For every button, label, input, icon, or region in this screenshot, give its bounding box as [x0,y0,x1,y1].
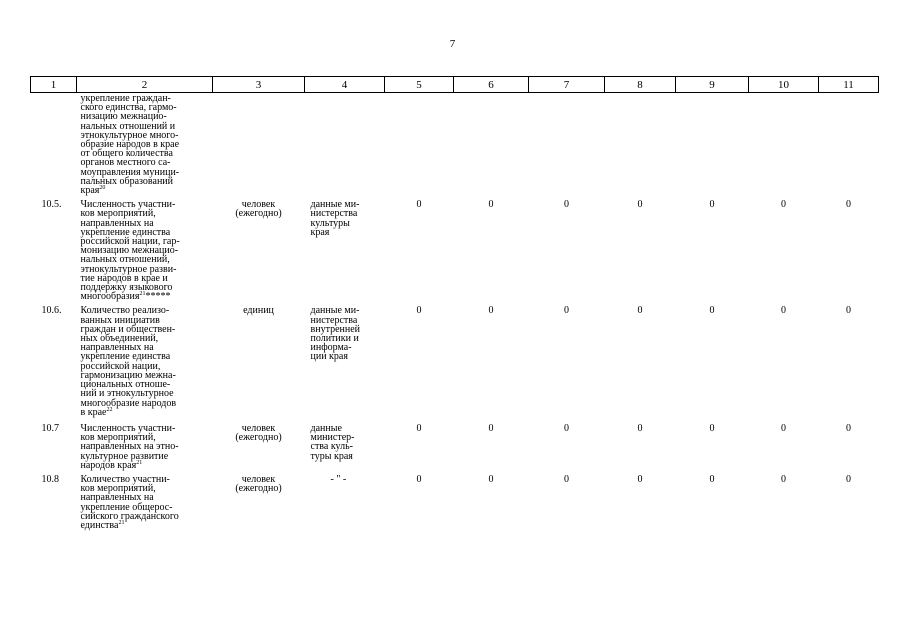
value-cell: 0 [564,199,569,211]
source-cell [305,301,385,416]
text-line: сийского гражданского [80,510,179,522]
header-cell: 6 [454,77,529,93]
text-line: многообразие народов [80,397,177,409]
footnote-ref: 22 [106,406,113,413]
row-number: 10.8 [41,473,59,485]
text-line: российской нации, гар- [80,236,180,248]
text-line: ков мероприятий, [80,483,156,495]
value-cell: 0 [846,199,851,211]
text-line: (ежегодно) [235,483,282,495]
text-line: этнокультурное много- [80,129,179,141]
unit-cell [213,417,305,470]
header-cell: 4 [305,77,385,93]
text-line: ванных инициатив [80,314,160,326]
table-row [31,195,879,301]
header-cell: 5 [385,77,454,93]
text-line: единиц [243,305,274,317]
text-line: края [80,185,100,197]
header-cell: 7 [529,77,605,93]
asterisks: ***** [145,291,171,303]
unit-cell [213,195,305,301]
value-cell: 0 [781,473,786,485]
text-line: ных объединений, [80,333,159,345]
text-line: - " - [330,473,347,485]
text-line: ции края [310,351,348,363]
text-line: ства куль- [310,441,353,453]
text-line: (ежегодно) [235,208,282,220]
text-line: туры края [310,450,353,462]
text-line: этнокультурное разви- [80,263,177,275]
value-cell: 0 [637,305,643,317]
value-cell: 0 [564,305,569,317]
text-line: внутренней [310,323,360,335]
text-line: (ежегодно) [235,432,282,444]
continuation-row [31,93,879,196]
table-row [31,417,879,470]
header-cell: 8 [605,77,676,93]
value-cell: 0 [637,473,643,485]
footnote-ref: 21 [139,291,146,298]
header-cell: 10 [749,77,819,93]
value-cell: 0 [709,473,715,485]
text-line: направленных на [80,217,154,229]
text-line: информа- [310,342,352,354]
text-line: поддержку языкового [80,282,173,294]
text-line: культуры [310,217,350,229]
header-cell: 9 [676,77,749,93]
text-line: образие народов в крае [80,139,180,151]
header-cell: 2 [77,77,213,93]
unit-cell [213,301,305,416]
text-line: культурное развитие [80,450,169,462]
text-line: единства [80,519,119,531]
header-cell: 1 [31,77,77,93]
source-cell [305,195,385,301]
indicator-name [77,195,213,301]
header-cell: 3 [213,77,305,93]
text-line: Численность участни- [80,422,176,434]
text-line: органов местного са- [80,157,171,169]
footnote-ref: 21 [118,519,125,526]
text-line: направленных на [80,342,154,354]
text-line: ков мероприятий, [80,432,156,444]
text-line: направленных на [80,492,154,504]
value-cell: 0 [637,422,643,434]
text-line: в крае [80,406,107,418]
text-line: монизацию межнацио- [80,245,179,257]
text-line: края [310,226,330,238]
text-line: тие народов в крае и [80,272,168,284]
text-line: моуправления муници- [80,166,180,178]
row-number: 10.5. [41,199,62,211]
text-line: Численность участни- [80,199,176,211]
continuation-text [77,93,213,196]
text-line: укрепление единства [80,351,171,363]
value-cell: 0 [781,305,786,317]
text-line: политики и [310,333,359,345]
text-line: народов края [80,459,137,471]
value-cell: 0 [416,199,422,211]
row-number: 10.6. [41,305,62,317]
text-line: Количество реализо- [80,305,170,317]
text-line: укрепление общерос- [80,501,173,513]
table-row [31,301,879,416]
source-cell [305,470,385,530]
value-cell: 0 [416,422,422,434]
page-number: 7 [449,38,456,50]
text-line: ний и этнокультурное [80,388,174,400]
text-line: направленных на этно- [80,441,179,453]
text-line: человек [241,473,276,485]
value-cell: 0 [488,199,494,211]
text-line: человек [241,199,276,211]
footnote-ref: 21 [136,459,143,466]
value-cell: 0 [564,473,569,485]
value-cell: 0 [709,422,715,434]
table-row [31,470,879,530]
unit-cell [213,470,305,530]
value-cell: 0 [781,422,786,434]
value-cell: 0 [709,199,715,211]
text-line: укрепление граждан- [80,93,171,104]
value-cell: 0 [846,422,851,434]
value-cell: 0 [564,422,569,434]
indicator-name [77,301,213,416]
value-cell: 0 [846,473,851,485]
header-cell: 11 [819,77,879,93]
text-line: российской нации, [80,360,161,372]
text-line: министер- [310,432,355,444]
text-line: данные [310,422,342,434]
text-line: укрепление единства [80,226,171,238]
text-line: граждан и обществен- [80,323,176,335]
value-cell: 0 [488,422,494,434]
indicators-table [30,76,879,530]
value-cell: 0 [781,199,786,211]
value-cell: 0 [488,473,494,485]
value-cell: 0 [488,305,494,317]
text-line: низацию межнацио- [80,111,167,123]
footnote-ref: 20 [99,185,106,192]
text-line: циональных отноше- [80,379,171,391]
text-line: гармонизацию межна- [80,369,176,381]
text-line: данные ми- [310,305,360,317]
text-line: ков мероприятий, [80,208,156,220]
header-row [31,77,879,93]
row-number: 10.7 [41,422,59,434]
text-line: данные ми- [310,199,360,211]
value-cell: 0 [416,473,422,485]
indicator-name [77,417,213,470]
value-cell: 0 [416,305,422,317]
text-line: нистерства [310,208,358,220]
value-cell: 0 [846,305,851,317]
indicator-name [77,470,213,530]
text-line: Количество участни- [80,473,170,485]
text-line: человек [241,422,276,434]
source-cell [305,417,385,470]
text-line: от общего количества [80,148,173,160]
text-line: нальных отношений, [80,254,170,266]
value-cell: 0 [709,305,715,317]
text-line: нистерства [310,314,358,326]
text-line: многообразия [80,291,140,303]
text-line: пальных образований [80,175,173,187]
text-line: нальных отношений и [80,120,176,132]
text-line: ского единства, гармо- [80,102,177,114]
value-cell: 0 [637,199,643,211]
